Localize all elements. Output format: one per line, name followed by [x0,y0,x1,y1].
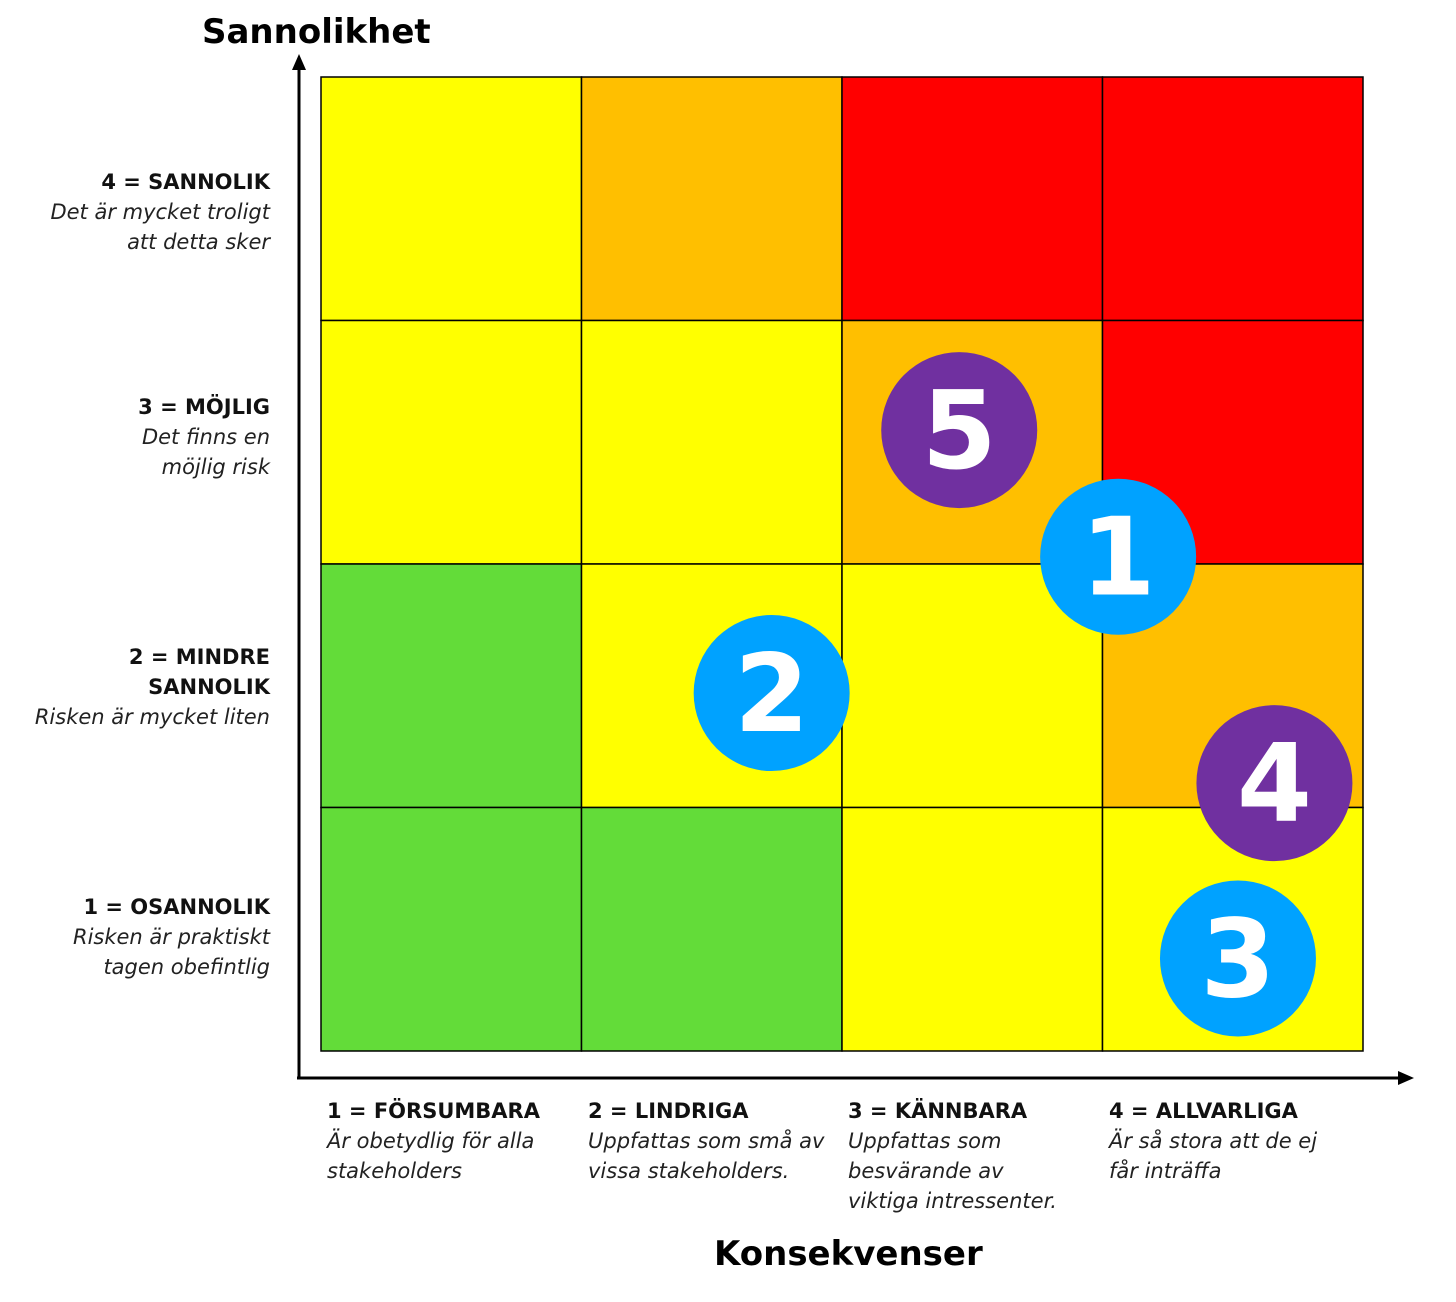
x-label-3-desc-3: viktiga intressenter. [848,1189,1057,1213]
matrix-cell-l4-c2 [582,77,843,321]
y-label-1-head: 1 = OSANNOLIK [83,895,270,919]
risk-marker-1-label: 1 [1080,495,1156,621]
y-label-4-desc-2: att detta sker [127,230,270,254]
risk-marker-2-label: 2 [734,632,810,758]
risk-marker-4-label: 4 [1236,722,1313,848]
x-label-3-desc-2: besvärande av [848,1159,1004,1183]
y-label-2-head-1: 2 = MINDRE [128,645,270,669]
x-label-1-desc-2: stakeholders [327,1159,462,1183]
matrix-cell-l4-c3 [842,77,1103,321]
risk-marker-2 [694,615,850,771]
y-axis-arrowhead [292,54,306,70]
x-label-3-head: 3 = KÄNNBARA [848,1099,1028,1123]
x-label-2-head: 2 = LINDRIGA [588,1099,749,1123]
matrix-cell-l1-c2 [582,808,843,1052]
x-label-1 [327,1096,577,1186]
y-label-1 [0,892,270,982]
matrix-cell-l4-c1 [321,77,582,321]
x-label-2 [588,1096,838,1186]
y-label-3 [0,392,270,482]
matrix-cell-l4-c4 [1103,77,1364,321]
matrix-cell-l2-c1 [321,564,582,808]
x-axis-title: Konsekvenser [714,1234,983,1274]
risk-marker-3 [1160,880,1316,1036]
x-axis-arrowhead [1398,1071,1414,1085]
y-label-2-desc-1: Risken är mycket liten [34,705,270,729]
x-label-4-desc-2: får inträffa [1109,1159,1222,1183]
y-label-3-head: 3 = MÖJLIG [138,395,270,419]
matrix-cell-l3-c2 [582,321,843,565]
matrix-cell-l1-c3 [842,808,1103,1052]
x-label-2-desc-2: vissa stakeholders. [588,1159,790,1183]
x-label-4-desc-1: Är så stora att de ej [1109,1129,1318,1153]
y-label-3-desc-1: Det finns en [141,425,270,449]
y-label-1-desc-2: tagen obefintlig [103,955,270,979]
x-label-3-desc-1: Uppfattas som [848,1129,1002,1153]
risk-marker-1 [1040,479,1196,635]
x-label-4-head: 4 = ALLVARLIGA [1109,1099,1298,1123]
risk-marker-5-label: 5 [921,369,997,495]
risk-marker-4 [1196,705,1352,861]
x-label-3 [848,1096,1098,1216]
y-label-2 [0,642,270,732]
y-label-4-head: 4 = SANNOLIK [101,170,270,194]
y-label-4-desc-1: Det är mycket troligt [50,200,270,224]
y-label-3-desc-2: möjlig risk [161,455,270,479]
y-label-4 [0,167,270,257]
risk-marker-5 [881,352,1037,508]
y-axis-title: Sannolikhet [202,12,431,52]
matrix-cell-l1-c1 [321,808,582,1052]
x-label-1-head: 1 = FÖRSUMBARA [327,1099,540,1123]
x-label-4 [1109,1096,1359,1186]
x-label-1-desc-1: Är obetydlig för alla [327,1129,535,1153]
x-label-2-desc-1: Uppfattas som små av [588,1129,825,1153]
matrix-cell-l3-c1 [321,321,582,565]
risk-marker-3-label: 3 [1200,897,1276,1023]
y-label-2-head-2: SANNOLIK [148,675,270,699]
y-label-1-desc-1: Risken är praktiskt [72,925,270,949]
